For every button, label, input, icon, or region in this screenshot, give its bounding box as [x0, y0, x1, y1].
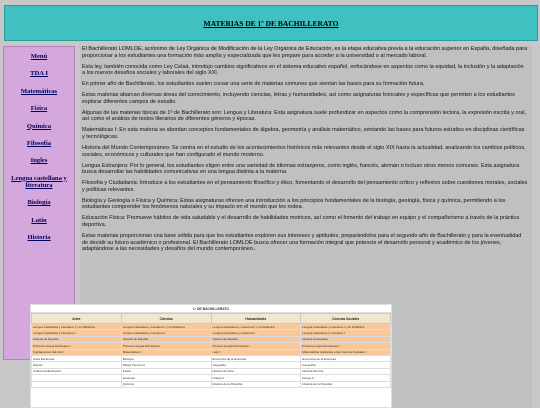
table-cell: Historia del Arte	[211, 368, 301, 374]
table-cell: Historia de España	[301, 336, 391, 342]
table-cell: Matemáticas I	[121, 349, 211, 355]
table-cell: Economía de la Empresa	[301, 355, 391, 361]
table-cell: Historia de la Filosofía	[211, 381, 301, 387]
table-cell: Lengua Castellana y Literatura I y su Didáctica	[121, 324, 211, 330]
table-cell: Matemáticas Aplicadas a las Ciencias Sociales I	[301, 349, 391, 355]
nav-link-filosofia[interactable]: Filosofía	[26, 139, 52, 147]
biologia-paragraph: Biología y Geología o Física y Química: Estas asignaturas ofrecen una introducción a los principios fundamentales de la biología, geología, física y química, permitiendo a los estudiantes comprender los fenómenos naturales y su impacto en el mundo que les rodea.	[82, 197, 506, 211]
table-cell: Artes Escénicas	[32, 355, 122, 361]
nav-link-latin[interactable]: Latín	[31, 216, 47, 224]
table-cell: Latín I	[211, 349, 301, 355]
table-cell: Griego II	[301, 375, 391, 381]
table-cell: Geología	[121, 375, 211, 381]
table-cell: Biología	[121, 355, 211, 361]
table-cell: Historia de España	[32, 336, 122, 342]
table-cell: Geografía	[211, 362, 301, 368]
nav-link-matematicas[interactable]: Matemáticas	[20, 87, 58, 95]
table-header: Ciencias Sociales	[301, 314, 391, 324]
nav-link-ingles[interactable]: Ingles	[30, 157, 48, 165]
nav-link-lengua-castellana[interactable]: Lengua castellana y literatura	[11, 174, 67, 190]
subjects-table	[31, 313, 391, 388]
table-cell: Diseño	[32, 362, 122, 368]
table-cell: Historia de España	[121, 336, 211, 342]
lengua-extranjera-paragraph: Lengua Extranjera: Por lo general, los estudiantes eligen entre una variedad de idiomas extranjeros, como inglés, francés, alemán o incluso otros menos comunes. Esta asignatura busca desarrollar las habilidades comunicativas en una lengua distinta a la materna.	[82, 162, 520, 176]
primer-ano-paragraph: En primer año de Bachillerato, los estudiantes suelen cursar una serie de materias comunes que sientan las bases para su formación futura.	[82, 81, 425, 88]
table-cell: Primera Lengua Extranjera I	[211, 343, 301, 349]
page-title: MATERIAS DE 1º DE BACHILLERATO	[203, 18, 339, 28]
table-cell: Lengua Castellana y Literatura I	[301, 330, 391, 336]
table-cell: Lengua Castellana y Literatura I y su Didáctica	[301, 324, 391, 330]
table-cell: Lengua Castellana y Literatura I y su Didáctica	[211, 324, 301, 330]
table-cell: Física	[121, 368, 211, 374]
intro-paragraph: El Bachillerato LOMLOE, acrónimo de Ley Orgánica de Modificación de la Ley Orgánica de Educación, es la etapa educativa previa a la educación superior en España, diseñada para proporcionar a los estudiantes una formación más amplia y especializada que les prepare para acceder a la universidad o al mercado laboral.	[82, 46, 528, 59]
table-cell: Primera Lengua Extranjera I	[32, 343, 122, 349]
subjects-table-title: 1º DE BACHILLERATO	[31, 305, 391, 313]
table-cell: Lengua Castellana y Literatura I	[211, 330, 301, 336]
table-cell: Historia de la Filosofía	[301, 381, 391, 387]
table-cell: Primera Lengua Extranjera I	[121, 343, 211, 349]
page-header-banner	[4, 5, 538, 41]
subjects-table-image	[30, 304, 392, 408]
table-cell: Química	[121, 381, 211, 387]
areas-paragraph: Estas materias abarcan diversas áreas del conocimiento, incluyendo ciencias, letras y humanidades, así como asignaturas troncales y específicas que permiten a los estudiantes explorar diferentes campos de estudio.	[82, 92, 515, 105]
table-cell	[32, 381, 122, 387]
lengua-paragraph: Algunas de las materias típicas de 1º de Bachillerato son: Lengua y Literatura: Esta asignatura suele profundizar en aspectos como la comprensión lectora, la expresión escrita y oral, así como el análisis de textos literarios de diferentes géneros y épocas.	[82, 109, 527, 123]
educacion-fisica-paragraph: Educación Física: Promueve hábitos de vida saludable y el desarrollo de habilidades motrices, así como el fomento del trabajo en equipo y el compañerismo a través de la práctica deportiva.	[82, 215, 520, 228]
table-row	[32, 381, 391, 387]
nav-link-biologia[interactable]: Biología	[27, 199, 51, 207]
table-header: Ciencias	[121, 314, 211, 324]
nav-link-menu[interactable]: Menú	[30, 53, 48, 60]
nav-link-tda[interactable]: TDA I	[30, 70, 48, 78]
table-cell: Lengua Castellana y Literatura I	[121, 330, 211, 336]
table-header: Artes	[32, 314, 122, 324]
matematicas-paragraph: Matemáticas I: En esta materia se abordan conceptos fundamentales de álgebra, geometría y análisis matemático, sentando las bases para futuros estudios en disciplinas científicas y tecnológicas.	[82, 127, 525, 140]
table-cell: Griego II	[211, 375, 301, 381]
table-cell: Economía de la Empresa	[211, 355, 301, 361]
table-cell: Dibujo Técnico II	[121, 362, 211, 368]
table-cell: Fundamentos del Arte I	[32, 349, 122, 355]
nav-link-fisica[interactable]: Física	[30, 105, 48, 113]
conclusion-paragraph: Estas materias proporcionan una base sólida para que los estudiantes exploren sus intereses y aptitudes, preparándolos para el segundo año de Bachillerato y para la eventualidad de decidir su futuro académico o profesional. El Bachillerato LOMLOE busca ofrecer una formación integral que potencie el desarrollo personal y académico de los jóvenes, adaptándose a las necesidades y desafíos del mundo contemporáneo..	[82, 233, 522, 253]
filosofia-paragraph: Filosofía y Ciudadanía: Introduce a los estudiantes en el pensamiento filosófico y ético, fomentando el desarrollo del pensamiento crítico y reflexivo sobre cuestiones morales, sociales y políticas relevantes.	[82, 180, 528, 193]
table-cell: Lengua Castellana y Literatura I y su Didáctica	[32, 324, 122, 330]
nav-link-quimica[interactable]: Química	[26, 122, 52, 130]
table-cell: Lengua Castellana y Literatura I	[32, 330, 122, 336]
ley-paragraph: Esta ley, también conocida como Ley Celaá, introdujo cambios significativos en el sistema educativo español, enfocándose en aspectos como la equidad, la inclusión y la adaptación a los nuevos desafíos sociales y laborales del siglo XXI.	[82, 63, 524, 77]
nav-link-historia[interactable]: Historia	[27, 234, 51, 242]
historia-paragraph: Historia del Mundo Contemporáneo: Se centra en el estudio de los acontecimientos históricos más relevantes desde el siglo XIX hasta la actualidad, analizando los cambios políticos, sociales, económicos y culturales que han configurado el mundo moderno.	[82, 145, 526, 158]
table-cell: Primera Lengua Extranjera I	[301, 343, 391, 349]
table-cell: Historia del Arte	[301, 368, 391, 374]
table-header: Humanidades	[211, 314, 301, 324]
table-cell: Geografía	[301, 362, 391, 368]
table-cell: Cultura Audiovisual II	[32, 368, 122, 374]
table-cell: Historia de España	[211, 336, 301, 342]
